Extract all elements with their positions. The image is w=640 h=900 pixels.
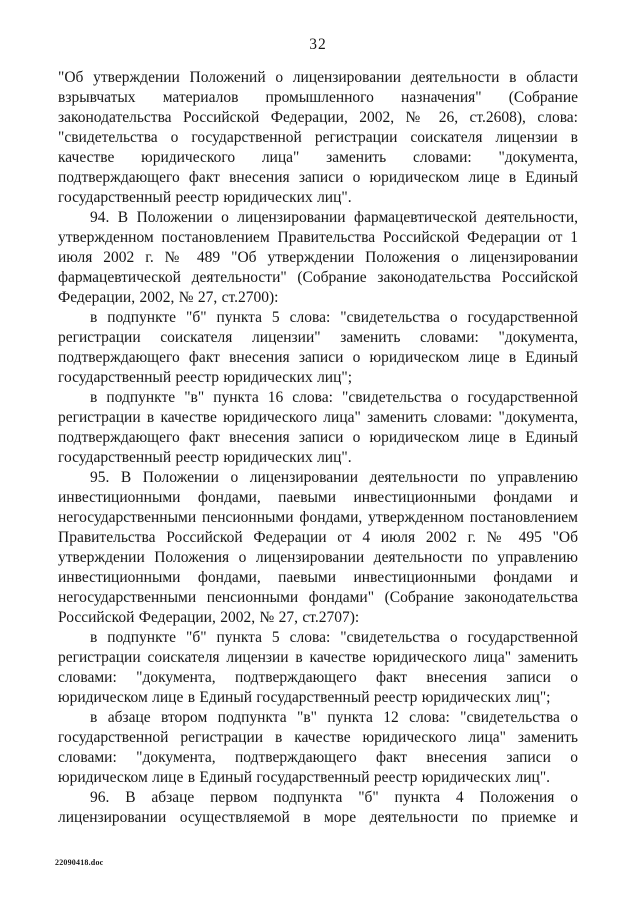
paragraph: в подпункте "б" пункта 5 слова: "свидетельства о государственной регистрации соискателя лицензии" заменить словами: "документа, подтверждающего факт внесения записи о юридическом лице в Единый государственный реестр юридических лиц"; [58,309,578,386]
page-number: 32 [309,36,327,53]
paragraph: "Об утверждении Положений о лицензировании деятельности в области взрывчатых материалов промышленного назначения" (Собрание законодательства Российской Федерации, 2002, № 26, ст.2608), слова: "свидетельства о государственной регистрации соискателя лицензии в качестве юридического лица" заменить словами: "документа, подтверждающего факт внесения записи о юридическом лице в Единый государственный реестр юридических лиц". [58,69,578,206]
footer-filename: 22090418.doc [55,858,104,867]
paragraph: 96. В абзаце первом подпункта "б" пункта 4 Положения о лицензировании осуществляемой в море деятельности по приемке и [58,789,578,826]
paragraph: 95. В Положении о лицензировании деятельности по управлению инвестиционными фондами, паевыми инвестиционными фондами и негосударственными пенсионными фондами, утвержденном постановлением Правительства Российской Федерации от 4 июля 2002 г. № 495 "Об утверждении Положения о лицензировании деятельности по управлению инвестиционными фондами, паевыми инвестиционными фондами и негосударственными пенсионными фондами" (Собрание законодательства Российской Федерации, 2002, № 27, ст.2707): [58,469,578,626]
paragraph: в подпункте "в" пункта 16 слова: "свидетельства о государственной регистрации в качестве юридического лица" заменить словами: "документа, подтверждающего факт внесения записи о юридическом лице в Единый государственный реестр юридических лиц". [58,389,578,466]
paragraph: 94. В Положении о лицензировании фармацевтической деятельности, утвержденном постановлением Правительства Российской Федерации от 1 июля 2002 г. № 489 "Об утверждении Положения о лицензировании фармацевтической деятельности" (Собрание законодательства Российской Федерации, 2002, № 27, ст.2700): [58,209,578,306]
paragraph: в подпункте "б" пункта 5 слова: "свидетельства о государственной регистрации соискателя лицензии в качестве юридического лица" заменить словами: "документа, подтверждающего факт внесения записи о юридическом лице в Единый государственный реестр юридических лиц"; [58,629,578,706]
document-text [58,68,578,828]
paragraph: в абзаце втором подпункта "в" пункта 12 слова: "свидетельства о государственной регистрации в качестве юридического лица" заменить словами: "документа, подтверждающего факт внесения записи о юридическом лице в Единый государственный реестр юридических лиц". [58,709,578,786]
